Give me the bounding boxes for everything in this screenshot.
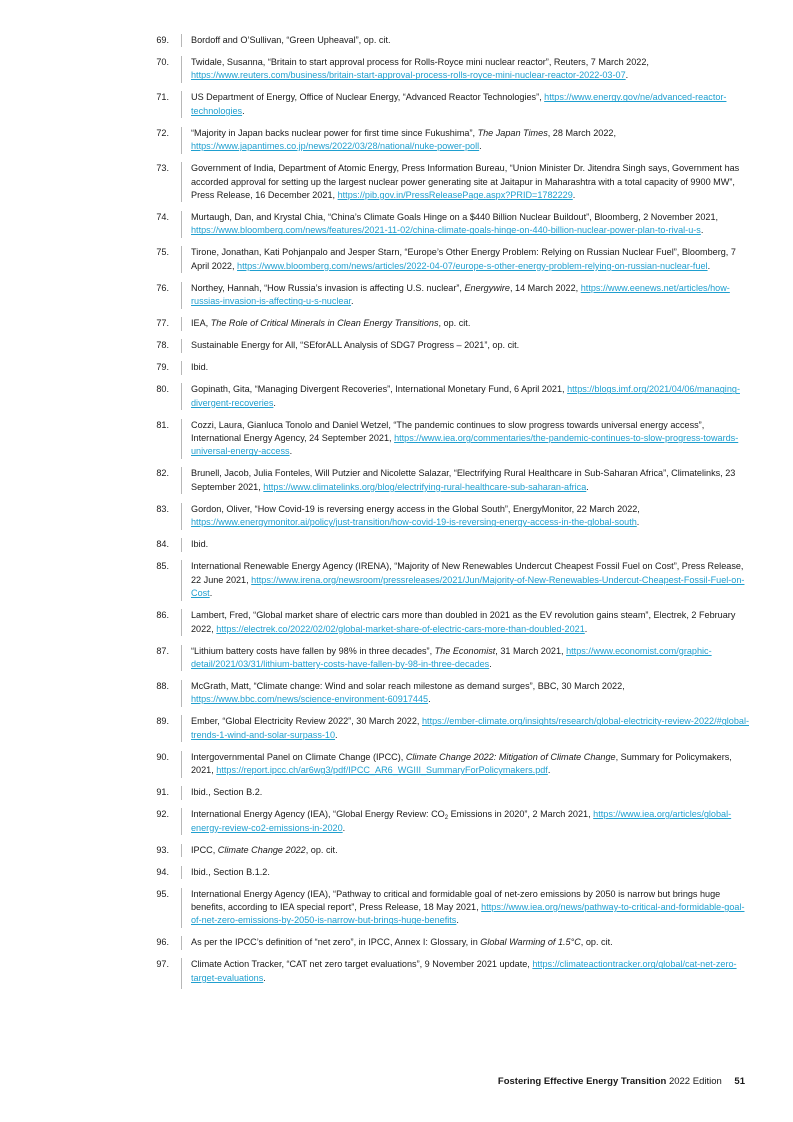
- endnote-link[interactable]: https://www.bloomberg.com/news/articles/2022-04-07/europe-s-other-energy-problem-relying-on-russian-nuclear-fuel: [237, 260, 708, 271]
- endnote-text: [191, 609, 750, 636]
- endnote-text-run: Ember, “Global Electricity Review 2022”, 30 March 2022,: [191, 716, 422, 727]
- endnote-text: [191, 211, 750, 238]
- endnote-item: [140, 317, 750, 330]
- endnote-text-run: .: [572, 190, 576, 201]
- endnote-item: [140, 958, 750, 985]
- endnote-italic-title: Climate Change 2022: Mitigation of Climate Change: [405, 751, 616, 762]
- endnote-item: [140, 538, 750, 551]
- endnote-item: [140, 91, 750, 118]
- endnote-text-run: Ibid.: [191, 539, 209, 550]
- endnote-text-run: Ibid., Section B.2.: [191, 787, 263, 798]
- endnote-item: [140, 560, 750, 600]
- endnote-item: [140, 419, 750, 459]
- endnote-italic-title: The Japan Times: [477, 127, 548, 138]
- endnote-item: [140, 609, 750, 636]
- endnote-text-run: , op. cit.: [438, 318, 471, 329]
- endnote-item: [140, 808, 750, 835]
- endnote-divider: [181, 844, 182, 857]
- endnote-text: [191, 282, 750, 309]
- endnote-item: [140, 127, 750, 154]
- endnote-number: 89.: [156, 716, 169, 727]
- endnote-text-run: .: [625, 70, 629, 81]
- endnote-link[interactable]: https://www.irena.org/newsroom/pressreleases/2021/Jun/Majority-of-New-Renewables-Undercut-Cheapest-Fossil-Fuel-on-Cost: [191, 574, 745, 599]
- endnote-text-run: .: [242, 105, 245, 116]
- endnote-number: 79.: [156, 362, 169, 373]
- endnote-item: [140, 715, 750, 742]
- endnote-text: [191, 34, 750, 47]
- endnote-link[interactable]: https://climateactiontracker.org/global/cat-net-zero-target-evaluations: [191, 959, 737, 983]
- endnote-link[interactable]: https://report.ipcc.ch/ar6wg3/pdf/IPCC_AR6_WGIII_SummaryForPolicymakers.pdf: [216, 765, 548, 776]
- endnote-divider: [181, 162, 182, 202]
- endnote-divider: [181, 56, 182, 83]
- endnote-text-run: , 31 March 2021,: [495, 645, 567, 656]
- endnote-item: [140, 866, 750, 879]
- endnote-text-run: International Energy Agency (IEA), “Pathway to critical and formidable goal of net-zero emissions by 2050 is narrow but brings huge benefits, according to IEA special report”, Press Release, 18 May 2021,: [191, 888, 721, 912]
- endnote-divider: [181, 680, 182, 707]
- endnote-text: [191, 715, 750, 742]
- endnote-item: [140, 936, 750, 949]
- endnote-divider: [181, 282, 182, 309]
- endnote-text-run: International Renewable Energy Agency (IRENA), “Majority of New Renewables Undercut Cheapest Fossil Fuel on Cost”, Press Release, 22 June 2021,: [191, 561, 744, 585]
- endnote-text: [191, 808, 750, 835]
- endnote-text-run: Ibid., Section B.1.2.: [191, 866, 270, 877]
- endnote-text-run: IEA,: [191, 318, 211, 329]
- endnote-italic-title: Energywire: [464, 282, 510, 293]
- endnote-text: [191, 751, 750, 778]
- endnote-item: [140, 282, 750, 309]
- endnote-divider: [181, 645, 182, 672]
- endnote-item: [140, 56, 750, 83]
- endnote-text-run: Northey, Hannah, “How Russia’s invasion is affecting U.S. nuclear”,: [191, 282, 465, 293]
- endnote-item: [140, 162, 750, 202]
- endnote-text-run: , 28 March 2022,: [547, 127, 616, 138]
- endnote-text-run: .: [456, 915, 459, 926]
- endnote-text: [191, 844, 750, 857]
- endnote-text-run: , op. cit.: [305, 844, 338, 855]
- endnote-item: [140, 383, 750, 410]
- endnote-item: [140, 246, 750, 273]
- endnote-text-run: Government of India, Department of Atomic Energy, Press Information Bureau, “Union Minister Dr. Jitendra Singh says, Government has accorded approval for setting up the largest nuclear power generating site at Jaitapur in Maharashtra with a total capacity of 9900 MW”, Press Release, 16 December 2021,: [191, 163, 740, 201]
- endnotes-list: [140, 34, 750, 994]
- endnote-item: [140, 888, 750, 928]
- endnote-number: 96.: [156, 937, 169, 948]
- endnote-number: 73.: [156, 163, 169, 174]
- endnote-text-run: , op. cit.: [580, 937, 613, 948]
- endnote-divider: [181, 211, 182, 238]
- endnote-divider: [181, 888, 182, 928]
- footer-edition: 2022 Edition: [668, 1076, 722, 1087]
- endnote-text-run: Emissions in 2020”, 2 March 2021,: [448, 809, 594, 820]
- endnote-text-run: Sustainable Energy for All, “SEforALL Analysis of SDG7 Progress – 2021”, op. cit.: [191, 340, 520, 351]
- endnote-text-run: “Majority in Japan backs nuclear power for first time since Fukushima”,: [191, 127, 478, 138]
- endnote-divider: [181, 246, 182, 273]
- endnote-divider: [181, 808, 182, 835]
- endnote-number: 77.: [156, 318, 169, 329]
- endnote-text-run: Intergovernmental Panel on Climate Change (IPCC),: [191, 751, 406, 762]
- endnote-italic-title: Climate Change 2022: [217, 844, 306, 855]
- endnote-text-run: Gopinath, Gita, “Managing Divergent Recoveries”, International Monetary Fund, 6 April 2021,: [191, 384, 568, 395]
- endnote-divider: [181, 866, 182, 879]
- endnote-text-run: .: [209, 588, 213, 599]
- endnote-link[interactable]: https://www.iea.org/articles/global-energy-review-co2-emissions-in-2020: [191, 809, 732, 833]
- endnote-number: 75.: [156, 247, 169, 258]
- endnote-link[interactable]: https://pib.gov.in/PressReleasePage.aspx?PRID=1782229: [337, 190, 573, 201]
- endnote-link[interactable]: https://www.eenews.net/articles/how-russias-invasion-is-affecting-u-s-nuclear: [191, 282, 730, 307]
- endnote-divider: [181, 91, 182, 118]
- endnote-divider: [181, 936, 182, 949]
- endnote-text: [191, 467, 750, 494]
- endnote-text-run: , Summary for Policymakers, 2021,: [191, 751, 732, 776]
- endnote-divider: [181, 715, 182, 742]
- endnote-divider: [181, 538, 182, 551]
- endnote-text-run: .: [342, 822, 346, 833]
- endnote-text-run: , 14 March 2022,: [509, 282, 581, 293]
- endnote-text-run: Bordoff and O’Sullivan, “Green Upheaval”, op. cit.: [191, 35, 391, 45]
- endnote-divider: [181, 127, 182, 154]
- endnote-divider: [181, 383, 182, 410]
- endnote-text: [191, 56, 750, 83]
- endnote-link[interactable]: https://electrek.co/2022/02/02/global-market-share-of-electric-cars-more-than-doubled-2021: [216, 623, 585, 634]
- endnote-text: [191, 538, 750, 551]
- endnote-number: 88.: [156, 680, 169, 691]
- endnote-subscript: 2: [444, 815, 449, 822]
- endnote-text-run: .: [584, 623, 588, 634]
- endnote-text: [191, 383, 750, 410]
- endnote-item: [140, 34, 750, 47]
- endnote-number: 93.: [156, 844, 169, 855]
- endnote-link[interactable]: https://www.bbc.com/news/science-environment-60917445: [191, 694, 429, 705]
- endnote-text: [191, 317, 750, 330]
- endnote-divider: [181, 34, 182, 47]
- endnote-number: 90.: [156, 751, 169, 762]
- endnote-link[interactable]: https://www.bloomberg.com/news/features/2021-11-02/china-climate-goals-hinge-on-440-billion-nuclear-power-plan-to-rival-u-s: [191, 225, 701, 236]
- endnote-divider: [181, 560, 182, 600]
- endnote-item: [140, 361, 750, 374]
- endnote-number: 84.: [156, 539, 169, 550]
- endnote-text-run: .: [707, 260, 711, 271]
- endnote-text: [191, 162, 750, 202]
- endnote-italic-title: The Role of Critical Minerals in Clean Energy Transitions: [210, 318, 439, 329]
- endnote-link[interactable]: https://www.iea.org/news/pathway-to-critical-and-formidable-goal-of-net-zero-emissions-by-2050-is-narrow-but-brings-huge-benefits: [191, 901, 745, 926]
- endnote-divider: [181, 317, 182, 330]
- endnote-divider: [181, 958, 182, 989]
- endnote-divider: [181, 503, 182, 530]
- endnote-divider: [181, 467, 182, 494]
- endnote-item: [140, 844, 750, 857]
- endnote-divider: [181, 786, 182, 799]
- endnote-text-run: .: [351, 296, 354, 307]
- endnote-link[interactable]: https://www.energy.gov/ne/advanced-reactor-technologies: [191, 92, 727, 116]
- endnote-text-run: US Department of Energy, Office of Nuclear Energy, “Advanced Reactor Technologies”,: [191, 92, 545, 103]
- endnote-link[interactable]: https://ember-climate.org/insights/research/global-electricity-review-2022/#global-trends-1-wind-and-solar-surpass-10: [191, 716, 749, 740]
- endnote-number: 69.: [156, 35, 169, 45]
- page-footer: [498, 1076, 745, 1087]
- endnote-text-run: Twidale, Susanna, “Britain to start approval process for Rolls-Royce mini nuclear reactor”, Reuters, 7 March 2022,: [191, 57, 649, 67]
- endnote-item: [140, 339, 750, 352]
- endnote-text: [191, 680, 750, 707]
- endnote-text-run: IPCC,: [191, 844, 218, 855]
- endnote-number: 86.: [156, 610, 169, 621]
- endnote-text-run: .: [335, 729, 338, 740]
- endnote-text-run: Brunell, Jacob, Julia Fonteles, Will Putzier and Nicolette Salazar, “Electrifying Rural Healthcare in Sub-Saharan Africa”, Climatelinks, 23 September 2021,: [191, 468, 736, 492]
- endnote-text-run: .: [273, 397, 276, 408]
- endnote-item: [140, 503, 750, 530]
- endnote-divider: [181, 419, 182, 459]
- endnote-text-run: .: [636, 517, 640, 528]
- endnote-item: [140, 211, 750, 238]
- endnote-text-run: .: [547, 765, 551, 776]
- endnote-text: [191, 936, 750, 949]
- endnote-link[interactable]: https://blogs.imf.org/2021/04/06/managing-divergent-recoveries: [191, 384, 740, 408]
- endnote-item: [140, 786, 750, 799]
- endnote-divider: [181, 339, 182, 352]
- endnote-number: 80.: [156, 384, 169, 395]
- endnote-number: 87.: [156, 645, 169, 656]
- endnote-text: [191, 361, 750, 374]
- endnote-text-run: .: [489, 658, 492, 669]
- endnote-divider: [181, 609, 182, 636]
- endnote-italic-title: Global Warming of 1.5°C: [480, 937, 581, 948]
- endnote-number: 72.: [156, 127, 169, 138]
- endnote-item: [140, 645, 750, 672]
- endnote-link[interactable]: https://www.energymonitor.ai/policy/just-transition/how-covid-19-is-reversing-energy-access-in-the-global-south: [191, 517, 637, 528]
- endnote-text: [191, 888, 750, 928]
- endnote-text-run: International Energy Agency (IEA), “Global Energy Review: CO: [191, 809, 445, 820]
- endnote-number: 83.: [156, 503, 169, 514]
- endnote-divider: [181, 361, 182, 374]
- endnote-text: [191, 645, 750, 672]
- endnote-text: [191, 503, 750, 530]
- endnote-text-run: .: [263, 972, 266, 983]
- endnote-text: [191, 560, 750, 600]
- endnote-text-run: Gordon, Oliver, “How Covid-19 is reversing energy access in the Global South”, EnergyMonitor, 22 March 2022,: [191, 503, 640, 514]
- endnote-text-run: .: [700, 225, 704, 236]
- endnote-text-run: McGrath, Matt, “Climate change: Wind and solar reach milestone as demand surges”, BBC, 30 March 2022,: [191, 680, 625, 691]
- endnote-text-run: .: [479, 141, 482, 152]
- endnote-text: [191, 91, 750, 118]
- endnote-number: 92.: [156, 809, 169, 820]
- endnote-number: 81.: [156, 419, 169, 430]
- endnote-text-run: Lambert, Fred, “Global market share of electric cars more than doubled in 2021 as the EV revolution gains steam”, Electrek, 2 February 2022,: [191, 610, 736, 634]
- endnote-link[interactable]: https://www.climatelinks.org/blog/electrifying-rural-healthcare-sub-saharan-africa: [263, 481, 587, 492]
- endnote-text: [191, 958, 750, 985]
- endnote-text-run: Murtaugh, Dan, and Krystal Chia, “China’s Climate Goals Hinge on a $440 Billion Nuclear Buildout”, Bloomberg, 2 November 2021,: [191, 212, 719, 223]
- endnote-text: [191, 786, 750, 799]
- endnote-number: 82.: [156, 468, 169, 479]
- endnote-number: 74.: [156, 212, 169, 223]
- endnote-number: 91.: [156, 787, 169, 798]
- endnote-text-run: Ibid.: [191, 362, 209, 373]
- endnote-divider: [181, 751, 182, 778]
- endnote-italic-title: The Economist: [434, 645, 496, 656]
- endnote-text: [191, 246, 750, 273]
- endnote-number: 71.: [156, 92, 169, 103]
- endnote-text: [191, 339, 750, 352]
- endnote-number: 97.: [156, 959, 169, 970]
- endnote-number: 78.: [156, 340, 169, 351]
- endnote-text-run: .: [428, 694, 431, 705]
- endnote-text: [191, 866, 750, 879]
- endnote-text-run: Cozzi, Laura, Gianluca Tonolo and Daniel Wetzel, “The pandemic continues to slow progress towards universal energy access”, International Energy Agency, 24 September 2021,: [191, 419, 705, 444]
- endnote-number: 94.: [156, 866, 169, 877]
- page-number: 51: [734, 1076, 745, 1087]
- endnote-link[interactable]: https://www.iea.org/commentaries/the-pandemic-continues-to-slow-progress-towards-universal-energy-access: [191, 433, 739, 457]
- footer-report-title: Fostering Effective Energy Transition: [497, 1076, 667, 1087]
- endnote-text: [191, 127, 750, 154]
- endnote-item: [140, 751, 750, 778]
- endnote-number: 70.: [156, 57, 169, 67]
- endnote-link[interactable]: https://www.economist.com/graphic-detail/2021/03/31/lithium-battery-costs-have-fallen-by-98-in-three-decades: [191, 645, 712, 669]
- endnote-item: [140, 680, 750, 707]
- endnote-text-run: Climate Action Tracker, “CAT net zero target evaluations”, 9 November 2021 update,: [191, 959, 533, 970]
- endnote-text: [191, 419, 750, 459]
- endnote-text-run: As per the IPCC’s definition of “net zero”, in IPCC, Annex I: Glossary, in: [191, 937, 481, 948]
- endnote-item: [140, 467, 750, 494]
- endnote-link[interactable]: https://www.reuters.com/business/britain-start-approval-process-rolls-royce-mini-nuclear-reactor-2022-03-07: [191, 70, 626, 81]
- endnote-text-run: “Lithium battery costs have fallen by 98% in three decades”,: [191, 645, 435, 656]
- endnote-link[interactable]: https://www.japantimes.co.jp/news/2022/03/28/national/nuke-power-poll: [191, 141, 480, 152]
- endnote-text-run: .: [586, 481, 589, 492]
- endnote-number: 85.: [156, 561, 169, 572]
- endnote-text-run: .: [289, 446, 293, 457]
- endnote-text-run: Tirone, Jonathan, Kati Pohjanpalo and Jesper Starn, “Europe’s Other Energy Problem: Relying on Russian Nuclear Fuel”, Bloomberg, 7 April 2022,: [191, 247, 736, 271]
- endnote-number: 76.: [156, 282, 169, 293]
- endnote-number: 95.: [156, 888, 169, 899]
